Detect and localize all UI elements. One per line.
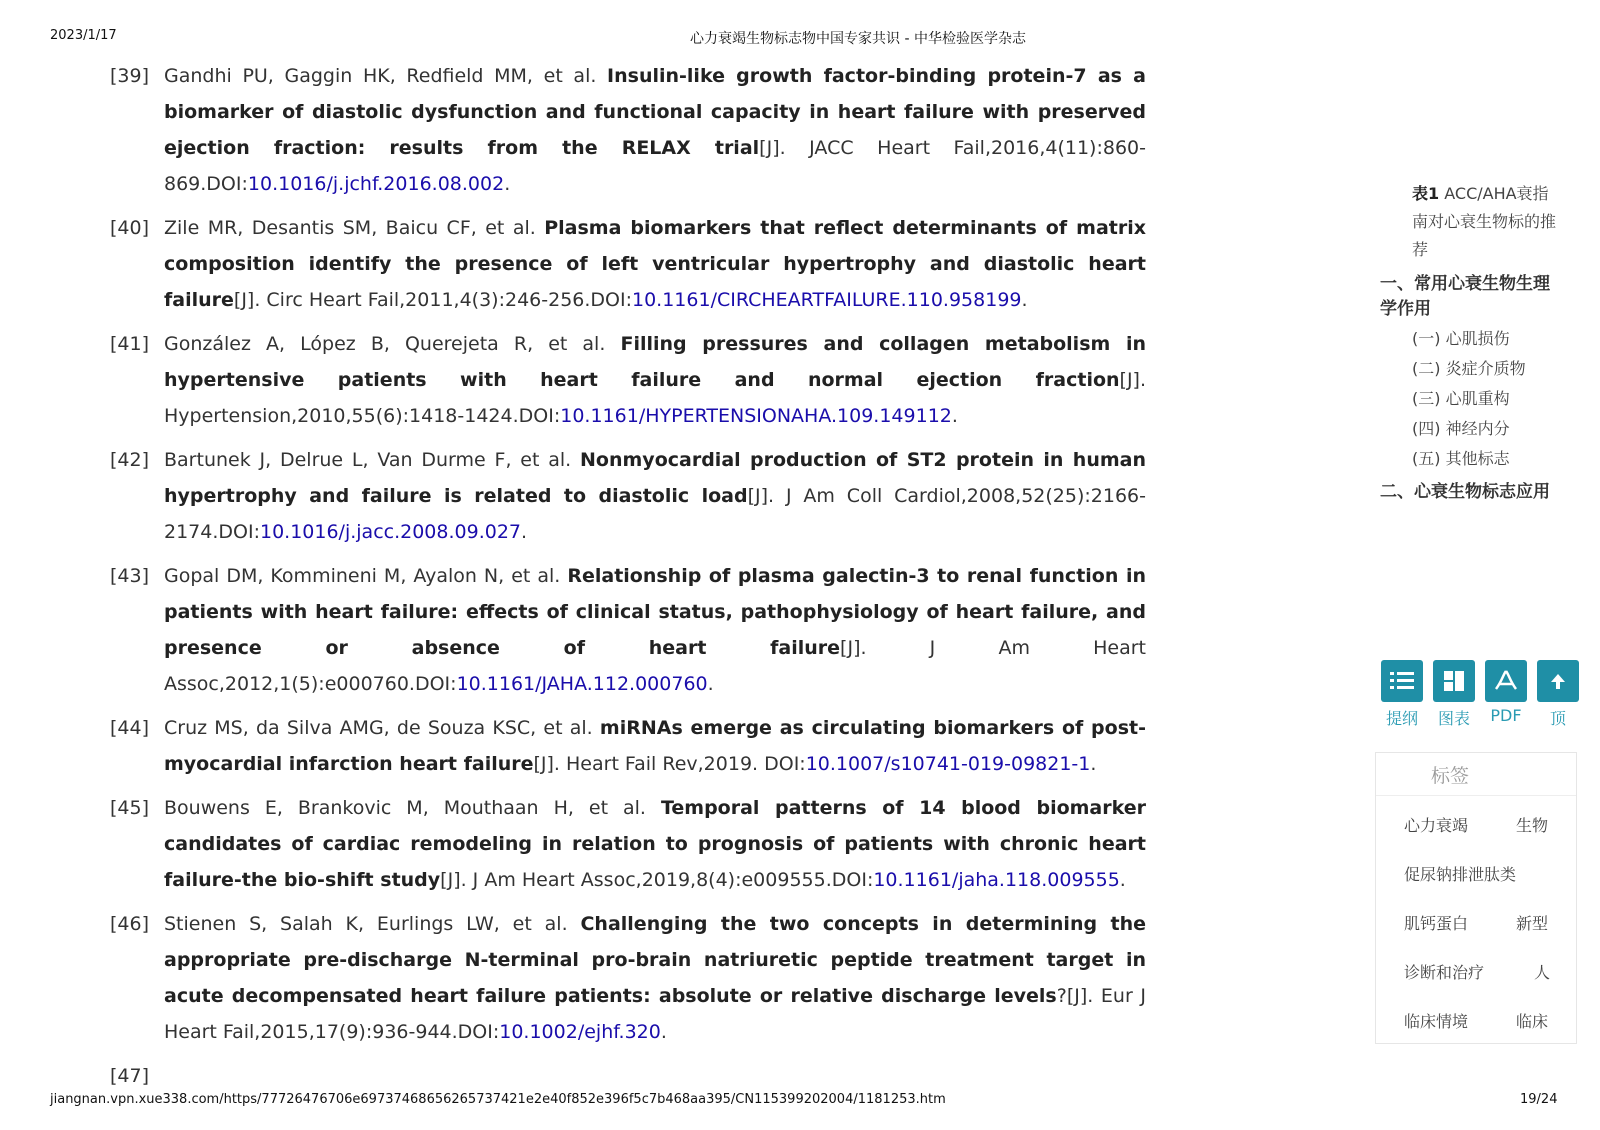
grid-icon	[1433, 660, 1475, 702]
reference-number: [40]	[110, 217, 150, 239]
print-date: 2023/1/17	[50, 28, 117, 43]
reference-number: [42]	[110, 449, 150, 471]
doi-link[interactable]: 10.1161/CIRCHEARTFAILURE.110.958199	[632, 289, 1022, 311]
reference-source: [J]. J Am Heart Assoc,2019,8(4):e009555.DOI:	[440, 869, 874, 891]
reference-authors: Zile MR, Desantis SM, Baicu CF, et al.	[164, 217, 545, 239]
reference-end: .	[1119, 869, 1126, 891]
reference-42	[110, 442, 1146, 550]
figures-label: 图表	[1437, 709, 1470, 728]
reference-44	[110, 710, 1146, 782]
reference-39	[110, 58, 1146, 202]
doi-link[interactable]: 10.1016/j.jchf.2016.08.002	[247, 173, 505, 195]
toc-table-label: 表1	[1412, 184, 1440, 203]
reference-number: [41]	[110, 333, 150, 355]
doi-link[interactable]: 10.1161/jaha.118.009555	[873, 869, 1120, 891]
tag[interactable]: 生物	[1516, 816, 1549, 835]
pdf-button[interactable]	[1484, 660, 1528, 725]
reference-source: ?[J]. Eur J Heart Fail,2015,17(9):936-944.DOI:	[164, 985, 1147, 1043]
reference-end: .	[1090, 753, 1097, 775]
toc-sub-2[interactable]: (二) 炎症介质物	[1412, 359, 1526, 378]
reference-authors: Gandhi PU, Gaggin HK, Redfield MM, et al.	[164, 65, 608, 87]
tag[interactable]: 肌钙蛋白	[1404, 914, 1469, 933]
reference-title: Challenging the two concepts in determining the appropriate pre-discharge N-terminal pro-brain natriuretic peptide treatment target in acute decompensated heart failure patients: absolute or relative discharge levels	[164, 913, 1146, 1007]
reference-list	[110, 58, 1146, 1102]
reference-source: [J]. J Am Heart Assoc,2012,1(5):e000760.DOI:	[164, 637, 1146, 695]
tag[interactable]: 新型	[1516, 914, 1549, 933]
doi-link[interactable]: 10.1161/HYPERTENSIONAHA.109.149112	[560, 405, 952, 427]
doi-link[interactable]: 10.1161/JAHA.112.000760	[456, 673, 708, 695]
outline-label: 提纲	[1385, 709, 1418, 728]
reference-authors: Bartunek J, Delrue L, Van Durme F, et al.	[164, 449, 581, 471]
doi-link[interactable]: 10.1016/j.jacc.2008.09.027	[259, 521, 522, 543]
tag[interactable]: 促尿钠排泄肽类	[1404, 865, 1517, 884]
reference-end: .	[707, 673, 714, 695]
toc-section-1[interactable]: 一、常用心衰生物生理学作用	[1380, 274, 1550, 319]
reference-46	[110, 906, 1146, 1050]
reference-43	[110, 558, 1146, 702]
reference-authors: González A, López B, Querejeta R, et al.	[164, 333, 621, 355]
top-button[interactable]	[1536, 660, 1580, 729]
print-url: jiangnan.vpn.xue338.com/https/77726476706e69737468656265737421e2e40f852e396f5c7b468aa395/CN115399202004/1181253.htm	[50, 1092, 946, 1107]
reference-41	[110, 326, 1146, 434]
reference-end: .	[504, 173, 511, 195]
reference-title: Filling pressures and collagen metabolism in hypertensive patients with heart failure and normal ejection fraction	[164, 333, 1146, 391]
toc-section-2[interactable]: 二、心衰生物标志应用	[1380, 482, 1550, 502]
tag[interactable]: 临床	[1516, 1012, 1549, 1031]
reference-number: [44]	[110, 717, 150, 739]
reference-title: Relationship of plasma galectin-3 to renal function in patients with heart failure: effects of clinical status, pathophysiology of heart failure, and presence or absence of heart failure	[164, 565, 1146, 659]
print-page-title: 心力衰竭生物标志物中国专家共识 - 中华检验医学杂志	[690, 31, 1026, 47]
reference-authors: Stienen S, Salah K, Eurlings LW, et al.	[164, 913, 581, 935]
top-label: 顶	[1549, 709, 1566, 728]
reference-number: [46]	[110, 913, 150, 935]
pdf-label: PDF	[1490, 706, 1522, 725]
reference-source: [J]. J Am Coll Cardiol,2008,52(25):2166-2174.DOI:	[164, 485, 1146, 543]
reference-source: [J]. Heart Fail Rev,2019. DOI:	[533, 753, 806, 775]
tags-title: 标签	[1431, 765, 1470, 787]
figures-button[interactable]	[1432, 660, 1476, 729]
reference-45	[110, 790, 1146, 898]
list-icon	[1381, 660, 1423, 702]
reference-authors: Gopal DM, Kommineni M, Ayalon N, et al.	[164, 565, 568, 587]
reference-end: .	[951, 405, 958, 427]
toc-sub-5[interactable]: (五) 其他标志	[1412, 449, 1510, 468]
reference-title: Insulin-like growth factor-binding protein-7 as a biomarker of diastolic dysfunction and functional capacity in heart failure with preserved ejection fraction: results from the RELAX trial	[164, 65, 1146, 159]
toc-table-text: ACC/AHA衰指南对心衰生物标的推荐	[1412, 184, 1557, 259]
reference-title: Temporal patterns of 14 blood biomarker candidates of cardiac remodeling in relation to prognosis of patients with chronic heart failure-the bio-shift study	[164, 797, 1147, 891]
toc-sub-4[interactable]: (四) 神经内分	[1412, 419, 1510, 438]
tags-panel	[1375, 752, 1577, 1044]
right-sidebar	[1380, 180, 1566, 1060]
tag[interactable]: 心力衰竭	[1404, 816, 1469, 835]
tool-buttons	[1380, 660, 1580, 740]
reference-title: Plasma biomarkers that reflect determinants of matrix composition identify the presence of left ventricular hypertrophy and diastolic heart failure	[164, 217, 1146, 311]
reference-number: [43]	[110, 565, 150, 587]
reference-number: [45]	[110, 797, 150, 819]
toc-sub-3[interactable]: (三) 心肌重构	[1412, 389, 1510, 408]
doi-link[interactable]: 10.1007/s10741-019-09821-1	[805, 753, 1091, 775]
print-page-number: 19/24	[1520, 1092, 1558, 1107]
doi-link[interactable]: 10.1002/ejhf.320	[499, 1021, 661, 1043]
toc-table-1[interactable]	[1380, 180, 1560, 264]
reference-47	[110, 1058, 1146, 1094]
reference-number: [39]	[110, 65, 150, 87]
tag[interactable]: 诊断和治疗	[1404, 963, 1485, 982]
tag[interactable]: 人	[1534, 963, 1551, 982]
toc-sub-1[interactable]: (一) 心肌损伤	[1412, 329, 1510, 348]
reference-source: [J]. JACC Heart Fail,2016,4(11):860-869.DOI:	[164, 137, 1146, 195]
tag[interactable]: 临床情境	[1404, 1012, 1469, 1031]
tags-divider	[1376, 795, 1576, 796]
reference-authors: Cruz MS, da Silva AMG, de Souza KSC, et al.	[164, 717, 600, 739]
pdf-icon	[1485, 660, 1527, 702]
reference-end: .	[660, 1021, 667, 1043]
table-of-contents	[1380, 180, 1560, 509]
reference-end: .	[521, 521, 528, 543]
reference-source: [J]. Hypertension,2010,55(6):1418-1424.DOI:	[164, 369, 1146, 427]
reference-40	[110, 210, 1146, 318]
reference-end: .	[1021, 289, 1028, 311]
outline-button[interactable]	[1380, 660, 1424, 729]
reference-source: [J]. Circ Heart Fail,2011,4(3):246-256.DOI:	[233, 289, 632, 311]
reference-title: Nonmyocardial production of ST2 protein in human hypertrophy and failure is related to diastolic load	[164, 449, 1146, 507]
reference-title: miRNAs emerge as circulating biomarkers of post-myocardial infarction heart failure	[164, 717, 1146, 775]
reference-authors: Bouwens E, Brankovic M, Mouthaan H, et al.	[164, 797, 661, 819]
reference-number: [47]	[110, 1065, 150, 1087]
arrow-up-icon	[1537, 660, 1579, 702]
